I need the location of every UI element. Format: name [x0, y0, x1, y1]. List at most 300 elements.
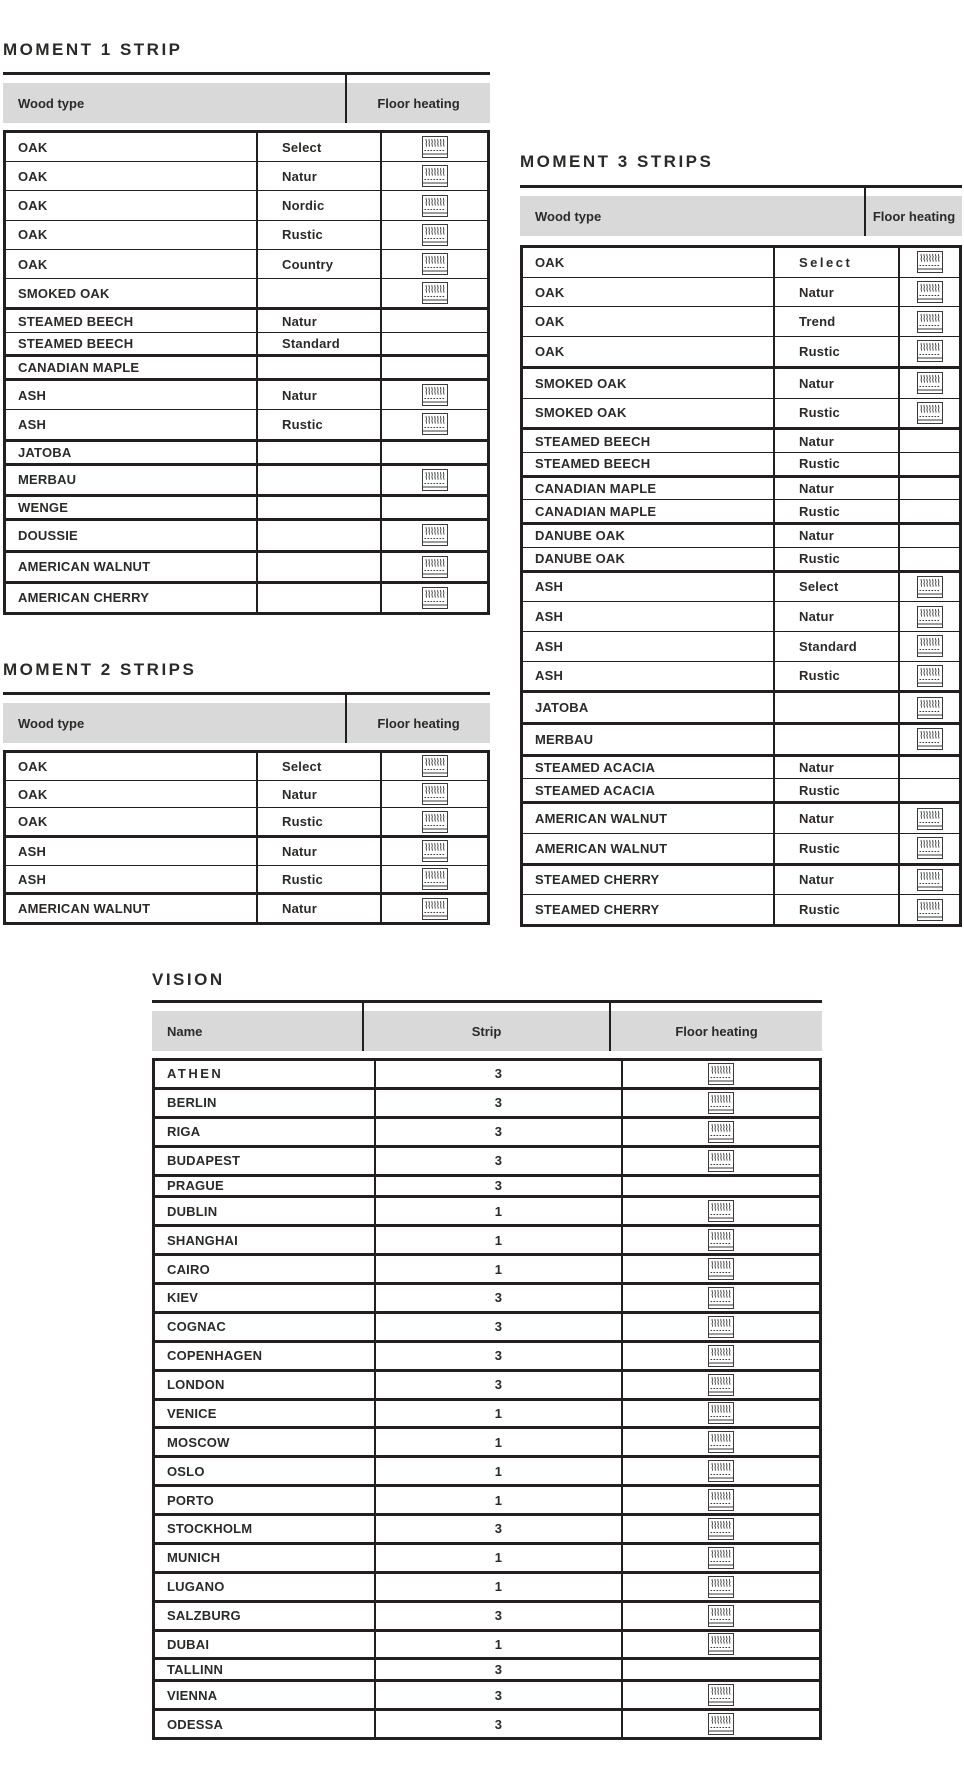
floor-heating-cell: [623, 1343, 819, 1369]
wood-type-group: [6, 378, 487, 438]
table-row: [523, 778, 959, 801]
grade-cell: Natur: [258, 781, 382, 808]
grade-cell: Rustic: [775, 662, 900, 691]
table-row: [523, 452, 959, 475]
strip-cell: 3: [376, 1603, 623, 1629]
table-row: [523, 757, 959, 779]
wood-type-cell: STEAMED ACACIA: [523, 757, 775, 779]
table-row: [155, 1660, 819, 1679]
floor-heating-icon: [422, 587, 448, 609]
grade-cell: [258, 521, 382, 549]
floor-heating-icon: [422, 755, 448, 777]
floor-heating-cell: [900, 662, 959, 691]
floor-heating-cell: [623, 1177, 819, 1196]
wood-type-cell: STEAMED BEECH: [6, 310, 258, 331]
row-group: [155, 1426, 819, 1455]
floor-heating-icon: [708, 1200, 734, 1222]
floor-heating-cell: [382, 357, 487, 378]
strip-cell: 1: [376, 1545, 623, 1571]
table-row: [155, 1148, 819, 1174]
floor-heating-cell: [382, 521, 487, 549]
floor-heating-cell: [623, 1603, 819, 1629]
floor-heating-icon: [917, 635, 943, 657]
floor-heating-icon: [917, 697, 943, 719]
table-row: [6, 521, 487, 549]
floor-heating-icon: [708, 1345, 734, 1367]
name-cell: TALLINN: [155, 1660, 376, 1679]
floor-heating-cell: [382, 808, 487, 835]
wood-type-cell: OAK: [6, 191, 258, 219]
floor-heating-cell: [900, 779, 959, 801]
wood-type-cell: SMOKED OAK: [523, 369, 775, 398]
name-cell: COGNAC: [155, 1314, 376, 1340]
strip-cell: 1: [376, 1401, 623, 1427]
grade-cell: Country: [258, 250, 382, 278]
wood-type-cell: MERBAU: [6, 466, 258, 494]
table-row: [6, 753, 487, 780]
table-header: [520, 185, 962, 236]
row-group: [155, 1369, 819, 1398]
row-group: [155, 1145, 819, 1174]
floor-heating-cell: [382, 133, 487, 161]
grade-cell: [775, 725, 900, 754]
row-group: [155, 1195, 819, 1224]
wood-type-cell: OAK: [6, 781, 258, 808]
floor-heating-cell: [623, 1119, 819, 1145]
table-row: [523, 248, 959, 277]
floor-heating-icon: [422, 868, 448, 890]
grade-cell: Natur: [258, 838, 382, 865]
floor-heating-icon: [917, 576, 943, 598]
name-cell: LONDON: [155, 1372, 376, 1398]
column-header-wood-type: Wood type: [3, 703, 360, 743]
wood-type-group: [523, 570, 959, 691]
table-title: MOMENT 2 STRIPS: [3, 660, 197, 679]
wood-type-cell: WENGE: [6, 497, 258, 518]
grade-cell: Natur: [775, 478, 900, 500]
table-row: [155, 1401, 819, 1427]
table-row: [523, 277, 959, 307]
table-row: [155, 1711, 819, 1737]
wood-type-group: [6, 133, 487, 307]
table-title: VISION: [152, 970, 225, 989]
floor-heating-icon: [917, 606, 943, 628]
row-group: [155, 1282, 819, 1311]
table-header: [3, 692, 490, 743]
floor-heating-cell: [623, 1314, 819, 1340]
name-cell: BUDAPEST: [155, 1148, 376, 1174]
table-row: [523, 661, 959, 691]
table-header: [3, 72, 490, 123]
table-row: [523, 547, 959, 570]
floor-heating-cell: [623, 1660, 819, 1679]
name-cell: STOCKHOLM: [155, 1516, 376, 1542]
floor-heating-icon: [708, 1287, 734, 1309]
floor-heating-icon: [708, 1518, 734, 1540]
floor-heating-cell: [900, 369, 959, 398]
wood-type-cell: AMERICAN WALNUT: [6, 553, 258, 581]
floor-heating-cell: [382, 895, 487, 922]
grade-cell: Rustic: [775, 399, 900, 428]
floor-heating-cell: [382, 221, 487, 249]
floor-heating-cell: [382, 162, 487, 190]
floor-heating-cell: [382, 584, 487, 612]
grade-cell: Rustic: [775, 453, 900, 475]
column-header-floor-heating: Floor heating: [347, 703, 490, 743]
row-group: [155, 1253, 819, 1282]
floor-heating-cell: [382, 410, 487, 438]
floor-heating-icon: [422, 195, 448, 217]
table-row: [6, 497, 487, 518]
floor-heating-icon: [422, 811, 448, 833]
floor-heating-icon: [917, 899, 943, 921]
floor-heating-icon: [422, 282, 448, 304]
table-row: [155, 1227, 819, 1253]
floor-heating-cell: [382, 250, 487, 278]
wood-type-group: [523, 754, 959, 801]
wood-type-group: [6, 463, 487, 494]
wood-type-cell: STEAMED CHERRY: [523, 895, 775, 924]
wood-type-group: [6, 581, 487, 612]
floor-heating-cell: [623, 1574, 819, 1600]
table-row: [6, 190, 487, 219]
grade-cell: Rustic: [775, 895, 900, 924]
row-group: [155, 1116, 819, 1145]
wood-type-cell: JATOBA: [6, 442, 258, 463]
grade-cell: [258, 553, 382, 581]
grade-cell: [258, 279, 382, 307]
floor-heating-icon: [917, 402, 943, 424]
name-cell: OSLO: [155, 1458, 376, 1484]
strip-cell: 3: [376, 1660, 623, 1679]
floor-heating-cell: [900, 399, 959, 428]
wood-type-cell: OAK: [6, 250, 258, 278]
table-row: [6, 807, 487, 835]
floor-heating-cell: [382, 333, 487, 354]
grade-cell: Select: [258, 753, 382, 780]
floor-heating-icon: [917, 808, 943, 830]
table-row: [6, 553, 487, 581]
name-cell: MOSCOW: [155, 1429, 376, 1455]
floor-heating-cell: [623, 1401, 819, 1427]
strip-cell: 1: [376, 1227, 623, 1253]
name-cell: RIGA: [155, 1119, 376, 1145]
floor-heating-cell: [900, 278, 959, 307]
name-cell: MUNICH: [155, 1545, 376, 1571]
table-row: [523, 398, 959, 428]
table-row: [6, 133, 487, 161]
floor-heating-cell: [900, 757, 959, 779]
floor-heating-icon: [917, 340, 943, 362]
floor-heating-cell: [900, 866, 959, 895]
table-row: [155, 1458, 819, 1484]
table-row: [523, 306, 959, 336]
strip-cell: 3: [376, 1061, 623, 1087]
floor-heating-icon: [917, 311, 943, 333]
header-top-rule: [3, 72, 490, 75]
row-group: [155, 1679, 819, 1708]
floor-heating-icon: [708, 1229, 734, 1251]
table-row: [6, 310, 487, 331]
floor-heating-icon: [917, 281, 943, 303]
name-cell: ODESSA: [155, 1711, 376, 1737]
wood-type-cell: OAK: [6, 162, 258, 190]
floor-heating-cell: [900, 804, 959, 833]
grade-cell: Natur: [775, 866, 900, 895]
grade-cell: Natur: [775, 804, 900, 833]
floor-heating-cell: [900, 478, 959, 500]
floor-heating-cell: [623, 1458, 819, 1484]
table-row: [155, 1119, 819, 1145]
floor-heating-cell: [900, 453, 959, 475]
name-cell: LUGANO: [155, 1574, 376, 1600]
floor-heating-icon: [708, 1633, 734, 1655]
wood-type-cell: OAK: [6, 221, 258, 249]
wood-type-cell: SMOKED OAK: [6, 279, 258, 307]
strip-cell: 1: [376, 1458, 623, 1484]
wood-type-group: [523, 427, 959, 474]
wood-type-group: [6, 354, 487, 378]
floor-heating-icon: [422, 524, 448, 546]
table-row: [6, 381, 487, 409]
floor-heating-icon: [917, 665, 943, 687]
table-row: [523, 525, 959, 547]
table-row: [155, 1487, 819, 1513]
header-top-rule: [520, 185, 962, 188]
floor-heating-icon: [708, 1063, 734, 1085]
floor-heating-icon: [708, 1402, 734, 1424]
wood-type-cell: CANADIAN MAPLE: [523, 500, 775, 522]
table-body: [3, 750, 490, 925]
floor-heating-cell: [623, 1285, 819, 1311]
wood-type-group: [6, 753, 487, 835]
floor-heating-cell: [623, 1711, 819, 1737]
floor-heating-icon: [708, 1489, 734, 1511]
table-row: [523, 478, 959, 500]
floor-heating-icon: [422, 384, 448, 406]
wood-type-cell: AMERICAN CHERRY: [6, 584, 258, 612]
grade-cell: [258, 584, 382, 612]
floor-heating-cell: [382, 866, 487, 893]
floor-heating-cell: [900, 895, 959, 924]
row-group: [155, 1340, 819, 1369]
floor-heating-cell: [623, 1090, 819, 1116]
column-header-wood-type: Wood type: [3, 83, 360, 123]
table-row: [155, 1285, 819, 1311]
row-group: [155, 1224, 819, 1253]
floor-heating-cell: [900, 725, 959, 754]
floor-heating-cell: [382, 838, 487, 865]
row-group: [155, 1571, 819, 1600]
wood-type-group: [6, 518, 487, 549]
row-group: [155, 1087, 819, 1116]
floor-heating-cell: [623, 1227, 819, 1253]
wood-type-group: [6, 307, 487, 353]
table-row: [155, 1090, 819, 1116]
grade-cell: Standard: [258, 333, 382, 354]
strip-cell: 3: [376, 1343, 623, 1369]
wood-type-cell: ASH: [6, 381, 258, 409]
floor-heating-cell: [900, 525, 959, 547]
floor-heating-icon: [917, 837, 943, 859]
floor-heating-cell: [623, 1682, 819, 1708]
strip-cell: 3: [376, 1177, 623, 1196]
floor-heating-icon: [708, 1374, 734, 1396]
table-row: [523, 601, 959, 631]
strip-cell: 1: [376, 1487, 623, 1513]
strip-cell: 3: [376, 1314, 623, 1340]
table-row: [6, 838, 487, 865]
floor-heating-icon: [708, 1431, 734, 1453]
row-group: [155, 1657, 819, 1679]
floor-heating-icon: [708, 1713, 734, 1735]
floor-heating-cell: [623, 1061, 819, 1087]
header-top-rule: [3, 692, 490, 695]
strip-cell: 1: [376, 1574, 623, 1600]
floor-heating-cell: [623, 1372, 819, 1398]
row-group: [155, 1174, 819, 1196]
wood-type-cell: MERBAU: [523, 725, 775, 754]
row-group: [155, 1398, 819, 1427]
floor-heating-cell: [382, 753, 487, 780]
floor-heating-cell: [623, 1516, 819, 1542]
grade-cell: Natur: [775, 278, 900, 307]
grade-cell: Nordic: [258, 191, 382, 219]
strip-cell: 3: [376, 1682, 623, 1708]
table-row: [6, 278, 487, 307]
floor-heating-cell: [900, 307, 959, 336]
floor-heating-cell: [382, 310, 487, 331]
grade-cell: Trend: [775, 307, 900, 336]
grade-cell: Natur: [258, 310, 382, 331]
wood-type-cell: OAK: [6, 808, 258, 835]
table-row: [155, 1198, 819, 1224]
table-row: [155, 1177, 819, 1196]
row-group: [155, 1600, 819, 1629]
wood-type-cell: CANADIAN MAPLE: [6, 357, 258, 378]
grade-cell: [258, 466, 382, 494]
floor-heating-icon: [708, 1316, 734, 1338]
table-row: [523, 693, 959, 722]
table-body: [152, 1058, 822, 1740]
table-row: [523, 833, 959, 863]
table-row: [523, 430, 959, 452]
name-cell: VENICE: [155, 1401, 376, 1427]
table-row: [6, 780, 487, 808]
wood-type-group: [6, 550, 487, 581]
wood-type-cell: AMERICAN WALNUT: [523, 834, 775, 863]
floor-heating-cell: [900, 548, 959, 570]
floor-heating-icon: [422, 165, 448, 187]
wood-type-group: [523, 801, 959, 862]
table-row: [523, 894, 959, 924]
table-row: [6, 409, 487, 438]
floor-heating-cell: [900, 693, 959, 722]
wood-type-cell: CANADIAN MAPLE: [523, 478, 775, 500]
floor-heating-cell: [900, 632, 959, 661]
row-group: [155, 1513, 819, 1542]
floor-heating-cell: [623, 1487, 819, 1513]
strip-cell: 1: [376, 1632, 623, 1658]
floor-heating-cell: [382, 191, 487, 219]
table-title: MOMENT 1 STRIP: [3, 40, 183, 59]
floor-heating-icon: [708, 1258, 734, 1280]
floor-heating-cell: [900, 337, 959, 366]
grade-cell: Select: [775, 573, 900, 602]
floor-heating-cell: [382, 381, 487, 409]
table-row: [6, 220, 487, 249]
floor-heating-cell: [382, 466, 487, 494]
row-group: [155, 1542, 819, 1571]
floor-heating-icon: [422, 840, 448, 862]
row-group: [155, 1708, 819, 1737]
table-row: [523, 866, 959, 895]
row-group: [155, 1629, 819, 1658]
grade-cell: [258, 357, 382, 378]
name-cell: SHANGHAI: [155, 1227, 376, 1253]
row-group: [155, 1311, 819, 1340]
table-row: [6, 161, 487, 190]
wood-type-cell: STEAMED BEECH: [523, 430, 775, 452]
table-row: [155, 1314, 819, 1340]
table-row: [155, 1343, 819, 1369]
wood-type-cell: JATOBA: [523, 693, 775, 722]
column-header-floor-heating: Floor heating: [866, 196, 962, 236]
floor-heating-cell: [623, 1148, 819, 1174]
wood-type-group: [6, 835, 487, 892]
table-row: [155, 1545, 819, 1571]
grade-cell: [258, 497, 382, 518]
column-header-strip: Strip: [364, 1011, 609, 1051]
wood-type-group: [523, 366, 959, 427]
row-group: [155, 1484, 819, 1513]
strip-cell: 3: [376, 1148, 623, 1174]
table-row: [6, 466, 487, 494]
wood-type-cell: DANUBE OAK: [523, 548, 775, 570]
table-row: [6, 332, 487, 354]
wood-type-cell: ASH: [523, 662, 775, 691]
table-row: [523, 631, 959, 661]
wood-type-cell: STEAMED BEECH: [6, 333, 258, 354]
grade-cell: Natur: [775, 757, 900, 779]
strip-cell: 1: [376, 1429, 623, 1455]
table-row: [155, 1682, 819, 1708]
floor-heating-icon: [422, 783, 448, 805]
column-header-floor-heating: Floor heating: [611, 1011, 822, 1051]
table-row: [155, 1372, 819, 1398]
grade-cell: Natur: [775, 369, 900, 398]
floor-heating-icon: [708, 1092, 734, 1114]
floor-heating-cell: [900, 573, 959, 602]
wood-type-cell: AMERICAN WALNUT: [523, 804, 775, 833]
strip-cell: 3: [376, 1119, 623, 1145]
floor-heating-icon: [708, 1460, 734, 1482]
floor-heating-icon: [422, 556, 448, 578]
wood-type-group: [6, 439, 487, 463]
wood-type-cell: STEAMED ACACIA: [523, 779, 775, 801]
wood-type-cell: ASH: [523, 602, 775, 631]
name-cell: BERLIN: [155, 1090, 376, 1116]
table-row: [6, 865, 487, 893]
strip-cell: 3: [376, 1285, 623, 1311]
table-title: MOMENT 3 STRIPS: [520, 152, 714, 171]
wood-type-group: [523, 863, 959, 924]
floor-heating-icon: [708, 1547, 734, 1569]
floor-heating-icon: [917, 869, 943, 891]
floor-heating-icon: [708, 1576, 734, 1598]
name-cell: KIEV: [155, 1285, 376, 1311]
row-group: [155, 1455, 819, 1484]
